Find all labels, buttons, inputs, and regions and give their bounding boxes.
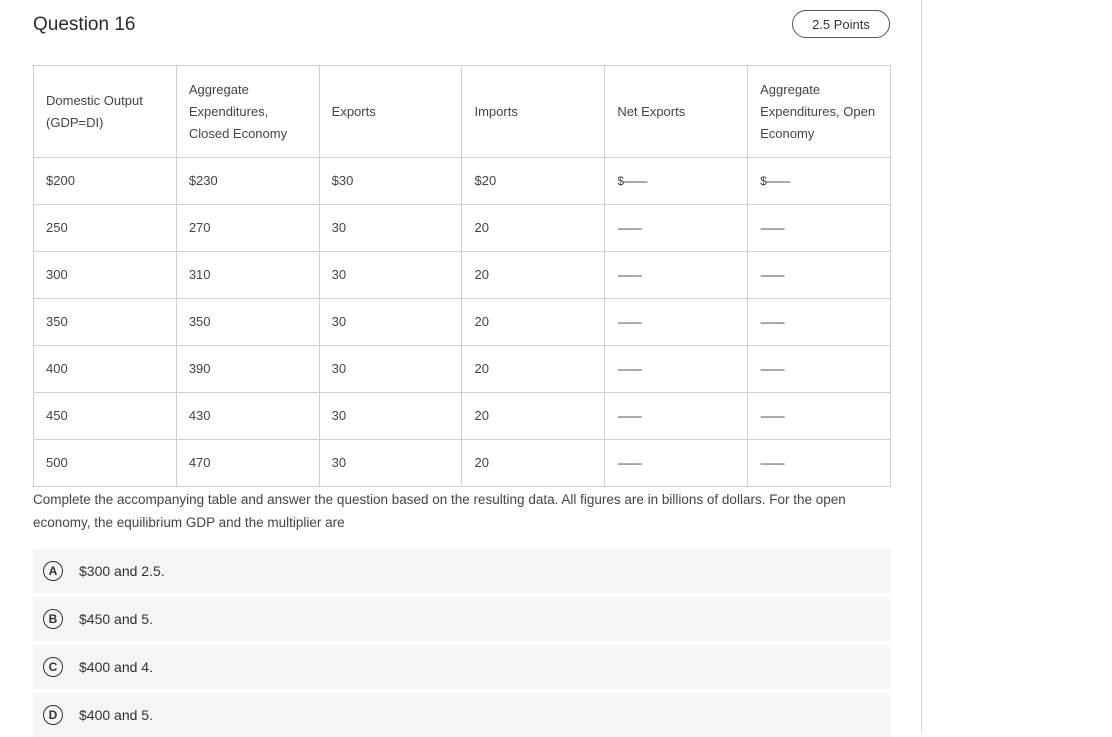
table-cell: $200 — [34, 158, 177, 205]
table-cell: 30 — [319, 393, 462, 440]
table-cell: 270 — [176, 205, 319, 252]
column-header-ae-open: Aggregate Expenditures, Open Economy — [748, 66, 891, 158]
table-row — [34, 393, 891, 440]
table-cell-blank: -------- — [605, 252, 748, 299]
table-cell: 390 — [176, 346, 319, 393]
question-prompt: Complete the accompanying table and answer the question based on the resulting data. All figures are in billions of dollars. For the open economy, the equilibrium GDP and the multiplier are — [33, 492, 846, 530]
table-cell: 20 — [462, 205, 605, 252]
column-header-domestic-output: Domestic Output (GDP=DI) — [34, 66, 177, 158]
table-cell: 450 — [34, 393, 177, 440]
table-cell-blank: -------- — [605, 346, 748, 393]
table-cell: 20 — [462, 252, 605, 299]
table-cell: 350 — [34, 299, 177, 346]
table-row — [34, 299, 891, 346]
table-cell: 310 — [176, 252, 319, 299]
table-cell: 470 — [176, 440, 319, 487]
table-cell-blank: -------- — [605, 440, 748, 487]
table-cell-blank: -------- — [748, 252, 891, 299]
table-cell: 300 — [34, 252, 177, 299]
table-cell-blank: -------- — [605, 205, 748, 252]
option-letter-badge: C — [43, 657, 63, 677]
option-label: $400 and 5. — [79, 707, 153, 723]
option-label: $450 and 5. — [79, 611, 153, 627]
table-cell: 30 — [319, 205, 462, 252]
points-badge: 2.5 Points — [792, 10, 890, 38]
table-cell-blank: -------- — [748, 205, 891, 252]
table-cell-blank: $-------- — [605, 158, 748, 205]
table-row — [34, 252, 891, 299]
data-table — [33, 65, 891, 487]
option-letter-badge: D — [43, 705, 63, 725]
table-cell: $230 — [176, 158, 319, 205]
column-header-ae-closed: Aggregate Expenditures, Closed Economy — [176, 66, 319, 158]
table-row — [34, 158, 891, 205]
option-letter-badge: B — [43, 609, 63, 629]
table-cell: $20 — [462, 158, 605, 205]
table-cell-blank: -------- — [605, 393, 748, 440]
table-row — [34, 440, 891, 487]
table-row — [34, 205, 891, 252]
table-cell: 400 — [34, 346, 177, 393]
table-cell: 20 — [462, 393, 605, 440]
table-cell: $30 — [319, 158, 462, 205]
table-cell-blank: $-------- — [748, 158, 891, 205]
right-panel-divider — [921, 0, 922, 732]
table-cell: 30 — [319, 440, 462, 487]
option-label: $300 and 2.5. — [79, 563, 165, 579]
table-header-row — [34, 66, 891, 158]
table-cell-blank: -------- — [605, 299, 748, 346]
table-cell: 430 — [176, 393, 319, 440]
table-cell: 350 — [176, 299, 319, 346]
answer-option-a[interactable] — [33, 549, 891, 593]
table-cell: 20 — [462, 440, 605, 487]
table-cell-blank: -------- — [748, 346, 891, 393]
table-cell: 250 — [34, 205, 177, 252]
table-cell: 500 — [34, 440, 177, 487]
table-cell: 30 — [319, 346, 462, 393]
table-cell-blank: -------- — [748, 299, 891, 346]
answer-option-c[interactable] — [33, 645, 891, 689]
column-header-exports: Exports — [319, 66, 462, 158]
option-letter-badge: A — [43, 561, 63, 581]
column-header-imports: Imports — [462, 66, 605, 158]
table-cell: 20 — [462, 299, 605, 346]
answer-option-b[interactable] — [33, 597, 891, 641]
table-cell: 30 — [319, 299, 462, 346]
question-title: Question 16 — [33, 14, 136, 35]
table-cell-blank: -------- — [748, 393, 891, 440]
table-cell: 30 — [319, 252, 462, 299]
table-cell-blank: -------- — [748, 440, 891, 487]
table-row — [34, 346, 891, 393]
option-label: $400 and 4. — [79, 659, 153, 675]
answer-option-d[interactable] — [33, 693, 891, 737]
column-header-net-exports: Net Exports — [605, 66, 748, 158]
table-cell: 20 — [462, 346, 605, 393]
